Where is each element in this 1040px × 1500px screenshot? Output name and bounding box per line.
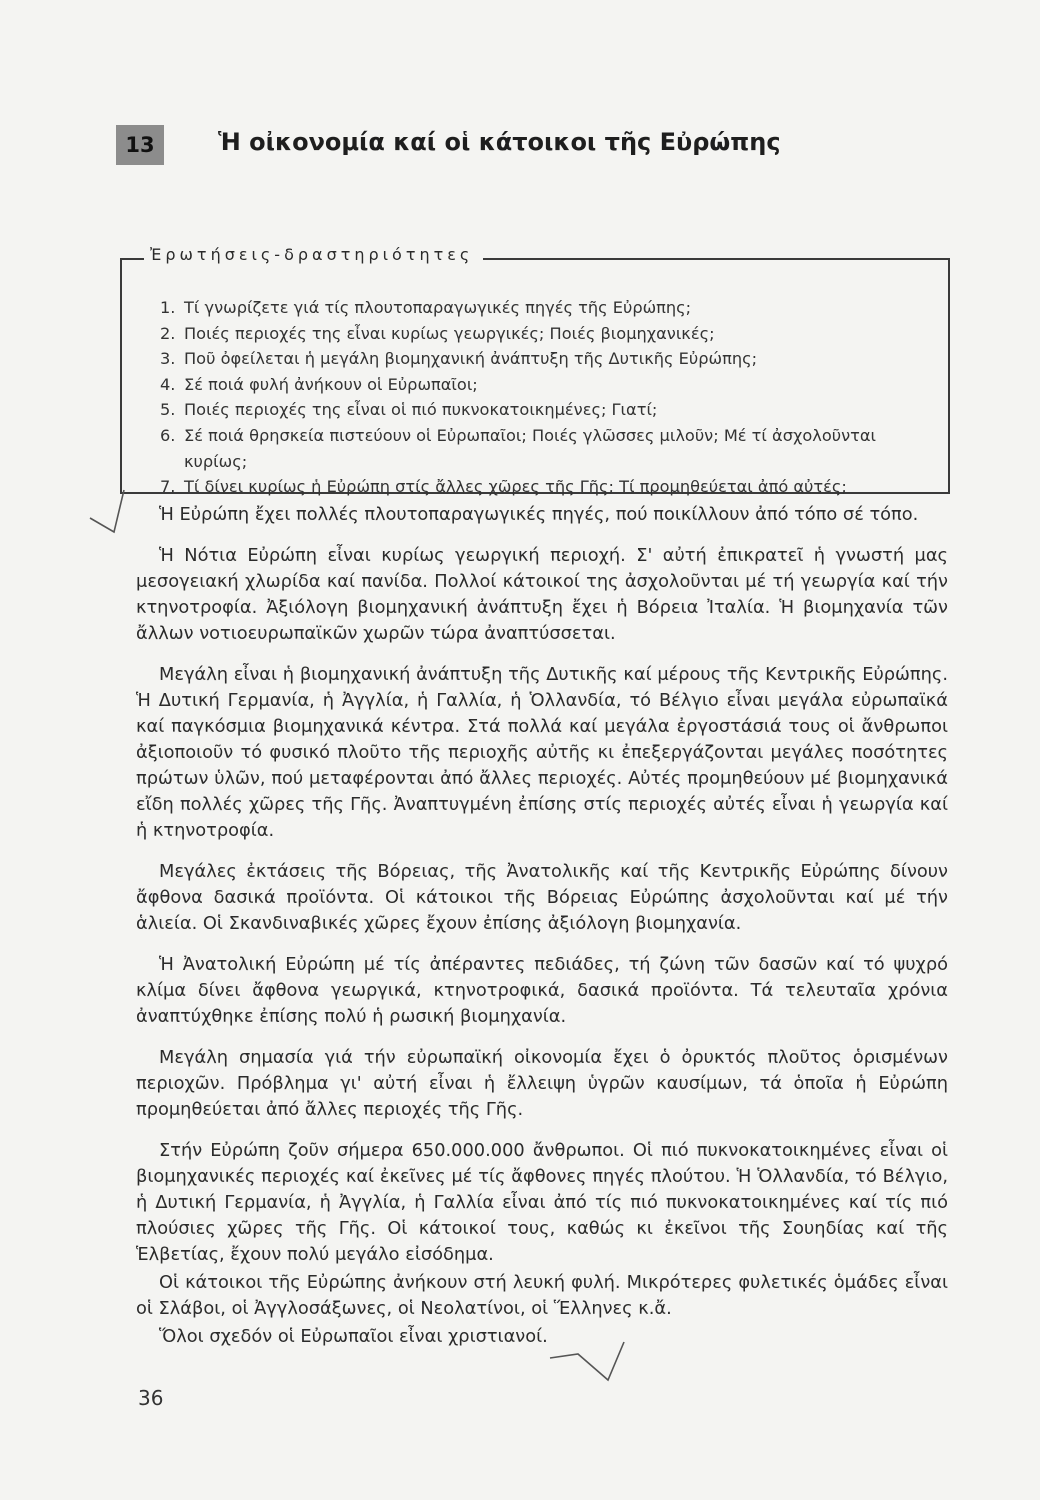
paragraph: Ἡ Εὐρώπη ἔχει πολλές πλουτοπαραγωγικές πηγές, πού ποικίλλουν ἀπό τόπο σέ τόπο.: [159, 504, 919, 525]
question-item: [160, 295, 938, 321]
question-text: Ποῦ ὀφείλεται ἡ μεγάλη βιομηχανική ἀνάπτυξη τῆς Δυτικῆς Εὐρώπης;: [184, 349, 758, 369]
pencil-check-mark-icon: [548, 1340, 628, 1382]
question-item: [160, 321, 938, 347]
question-text: Σέ ποιά φυλή ἀνήκουν οἱ Εὐρωπαῖοι;: [184, 374, 478, 394]
question-number: 7.: [160, 477, 176, 497]
paragraph: Ἡ Νότια Εὐρώπη εἶναι κυρίως γεωργική περιοχή. Σ' αὐτή ἐπικρατεῖ ἡ γνωστή μας μεσογειακή χλωρίδα καί πανίδα. Πολλοί κάτοικοί της ἀσχολοῦνται μέ τή γεωργία καί τήν κτηνοτροφία. Ἀξιόλογη βιομηχανική ἀνάπτυξη ἔχει ἡ Βόρεια Ἰταλία. Ἡ βιομηχανία τῶν ἄλλων νοτιοευρωπαϊκῶν χωρῶν τώρα ἀναπτύσσεται.: [136, 545, 948, 644]
body-text: [136, 502, 948, 1350]
question-text: Ποιές περιοχές της εἶναι οἱ πιό πυκνοκατοικημένες; Γιατί;: [184, 400, 658, 420]
question-number: 5.: [160, 400, 176, 420]
questions-activities-box: [120, 245, 950, 497]
paragraph: Μεγάλη εἶναι ἡ βιομηχανική ἀνάπτυξη τῆς Δυτικῆς καί μέρους τῆς Κεντρικῆς Εὐρώπης. Ἡ Δυτική Γερμανία, ἡ Ἀγγλία, ἡ Γαλλία, ἡ Ὁλλανδία, τό Βέλγιο εἶναι μεγάλα εὐρωπαϊκά καί παγκόσμια βιομηχανικά κέντρα. Στά πολλά καί μεγάλα ἐργοστάσιά τους οἱ ἄνθρωποι ἀξιοποιοῦν τό φυσικό πλοῦτο τῆς περιοχῆς αὐτῆς κι ἐπεξεργάζονται μεγάλες ποσότητες πρώτων ὑλῶν, πού μεταφέρονται ἀπό ἄλλες περιοχές. Αὐτές προμηθεύουν μέ βιομηχανικά εἴδη πολλές χῶρες τῆς Γῆς. Ἀναπτυγμένη ἐπίσης στίς περιοχές αὐτές εἶναι ἡ γεωργία καί ἡ κτηνοτροφία.: [136, 664, 948, 841]
question-item: [160, 397, 938, 423]
chapter-title: Ἡ οἰκονομία καί οἱ κάτοικοι τῆς Εὐρώπης: [218, 128, 781, 156]
question-item: [160, 423, 938, 474]
paragraph: Ἡ Ἀνατολική Εὐρώπη μέ τίς ἀπέραντες πεδιάδες, τή ζώνη τῶν δασῶν καί τό ψυχρό κλίμα δίνει ἄφθονα γεωργικά, κτηνοτροφικά, δασικά προϊόντα. Τά τελευταῖα χρόνια ἀναπτύχθηκε ἐπίσης πολύ ἡ ρωσική βιομηχανία.: [136, 954, 948, 1027]
paragraph: Μεγάλες ἐκτάσεις τῆς Βόρειας, τῆς Ἀνατολικῆς καί τῆς Κεντρικῆς Εὐρώπης δίνουν ἄφθονα δασικά προϊόντα. Οἱ κάτοικοι τῆς Βόρειας Εὐρώπης ἀσχολοῦνται καί μέ τήν ἁλιεία. Οἱ Σκανδιναβικές χῶρες ἔχουν ἐπίσης ἀξιόλογη βιομηχανία.: [136, 861, 948, 934]
question-text: Σέ ποιά θρησκεία πιστεύουν οἱ Εὐρωπαῖοι; Ποιές γλῶσσες μιλοῦν; Μέ τί ἀσχολοῦνται κυρίως;: [184, 425, 877, 471]
question-number: 4.: [160, 374, 176, 394]
paragraph: Οἱ κάτοικοι τῆς Εὐρώπης ἀνήκουν στή λευκή φυλή. Μικρότερες φυλετικές ὁμάδες εἶναι οἱ Σλάβοι, οἱ Ἀγγλοσάξωνες, οἱ Νεολατίνοι, οἱ Ἕλληνες κ.ἄ.: [136, 1272, 948, 1319]
paragraph: Ὅλοι σχεδόν οἱ Εὐρωπαῖοι εἶναι χριστιανοί.: [159, 1326, 548, 1347]
question-number: 6.: [160, 425, 176, 445]
question-item: [160, 346, 938, 372]
pencil-check-mark-icon: [88, 488, 138, 536]
questions-heading: Ἐρωτήσεις-δραστηριότητες: [144, 245, 483, 264]
paragraph: Μεγάλη σημασία γιά τήν εὐρωπαϊκή οἰκονομία ἔχει ὁ ὀρυκτός πλοῦτος ὁρισμένων περιοχῶν. Πρόβλημα γι' αὐτή εἶναι ἡ ἔλλειψη ὑγρῶν καυσίμων, τά ὁποῖα ἡ Εὐρώπη προμηθεύεται ἀπό ἄλλες περιοχές τῆς Γῆς.: [136, 1047, 948, 1120]
question-item: [160, 474, 938, 500]
question-number: 3.: [160, 349, 176, 369]
question-number: 2.: [160, 323, 176, 343]
page-number: 36: [138, 1386, 164, 1410]
question-text: Τί δίνει κυρίως ἡ Εὐρώπη στίς ἄλλες χῶρες τῆς Γῆς; Τί προμηθεύεται ἀπό αὐτές;: [184, 477, 847, 497]
question-text: Τί γνωρίζετε γιά τίς πλουτοπαραγωγικές πηγές τῆς Εὐρώπης;: [184, 298, 692, 317]
question-number: 1.: [160, 298, 176, 317]
question-item: [160, 372, 938, 398]
questions-list: [160, 295, 938, 500]
question-text: Ποιές περιοχές της εἶναι κυρίως γεωργικές; Ποιές βιομηχανικές;: [184, 323, 715, 343]
chapter-number-badge: 13: [116, 125, 164, 165]
paragraph: Στήν Εὐρώπη ζοῦν σήμερα 650.000.000 ἄνθρωποι. Οἱ πιό πυκνοκατοικημένες εἶναι οἱ βιομηχανικές περιοχές καί ἐκεῖνες μέ τίς ἄφθονες πηγές πλούτου. Ἡ Ὁλλανδία, τό Βέλγιο, ἡ Δυτική Γερμανία, ἡ Ἀγγλία, ἡ Γαλλία εἶναι ἀπό τίς πιό πυκνοκατοικημένες καί τίς πιό πλούσιες χῶρες τῆς Γῆς. Οἱ κάτοικοί τους, καθώς κι ἐκεῖνοι τῆς Σουηδίας καί τῆς Ἑλβετίας, ἔχουν πολύ μεγάλο εἰσόδημα.: [136, 1140, 948, 1265]
